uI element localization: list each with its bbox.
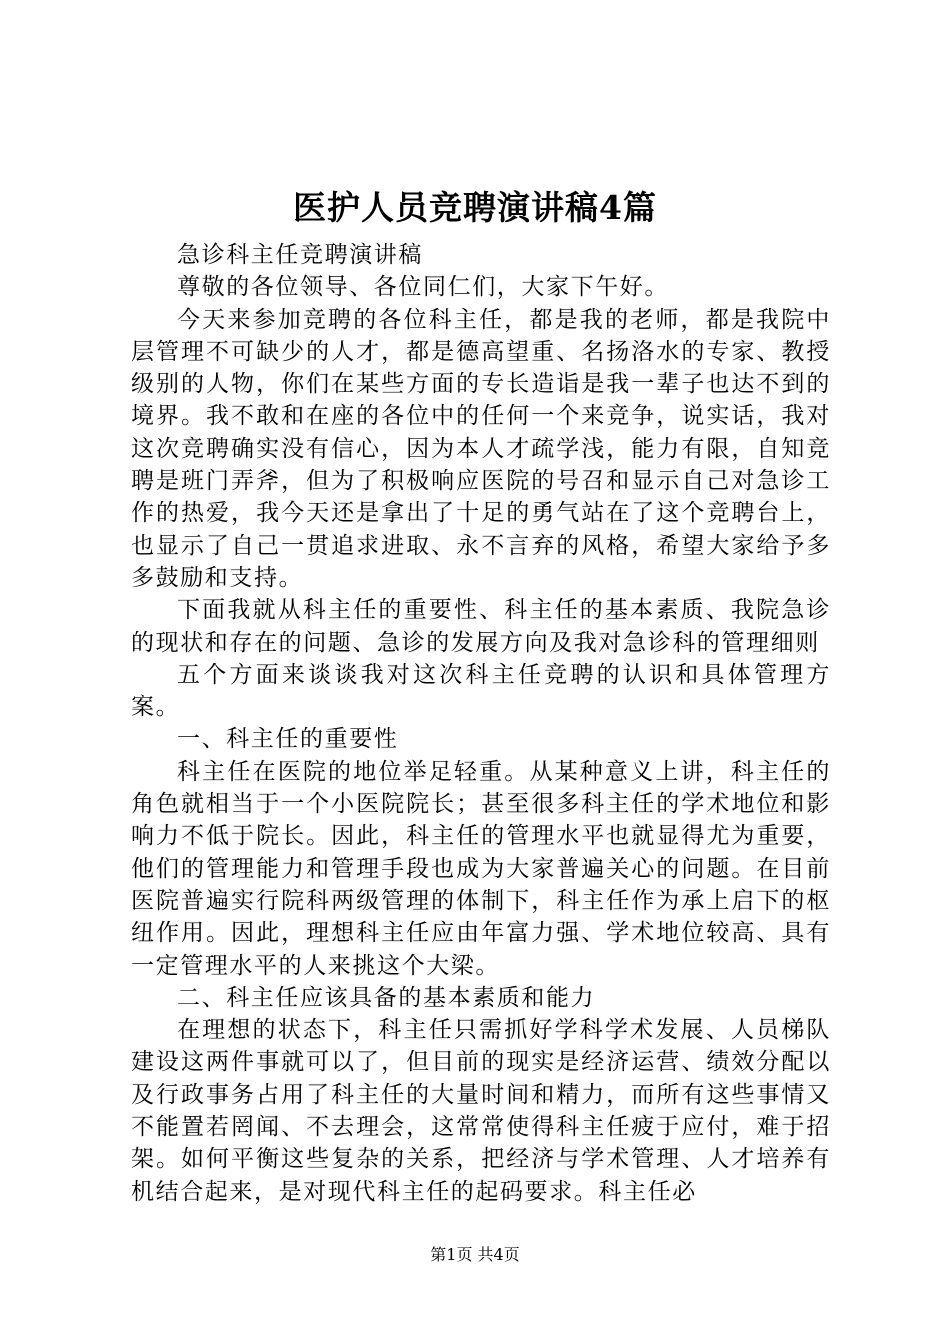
body-paragraph: 今天来参加竞聘的各位科主任，都是我的老师，都是我院中层管理不可缺少的人才，都是德高望重、名扬洛水的专家、教授级别的人物，你们在某些方面的专长造诣是我一辈子也达不到的境界。我不敢和在座的各位中的任何一个来竞争，说实话，我对这次竞聘确实没有信心，因为本人才疏学浅，能力有限，自知竞聘是班门弄斧，但为了积极响应医院的号召和显示自己对急诊工作的热爱，我今天还是拿出了十足的勇气站在了这个竞聘台上，也显示了自己一贯追求进取、永不言弃的风格，希望大家给予多多鼓励和支持。 [131, 306, 831, 591]
section-heading: 二、科主任应该具备的基本素质和能力 [177, 984, 596, 1011]
section-heading: 一、科主任的重要性 [177, 726, 399, 753]
body-paragraph: 五个方面来谈谈我对这次科主任竞聘的认识和具体管理方案。 [131, 661, 831, 721]
body-paragraph: 在理想的状态下，科主任只需抓好学科学术发展、人员梯队建设这两件事就可以了，但目前的现实是经济运营、绩效分配以及行政事务占用了科主任的大量时间和精力，而所有这些事情又不能置若罔闻、不去理会，这常常使得科主任疲于应付，难于招架。如何平衡这些复杂的关系，把经济与学术管理、人才培养有机结合起来，是对现代科主任的起码要求。科主任必 [131, 1017, 831, 1205]
body-paragraph: 科主任在医院的地位举足轻重。从某种意义上讲，科主任的角色就相当于一个小医院院长；甚至很多科主任的学术地位和影响力不低于院长。因此，科主任的管理水平也就显得尤为重要，他们的管理能力和管理手段也成为大家普遍关心的问题。在目前医院普遍实行院科两级管理的体制下，科主任作为承上启下的枢纽作用。因此，理想科主任应由年富力强、学术地位较高、具有一定管理水平的人来挑这个大梁。 [131, 758, 831, 979]
section-heading-article: 急诊科主任竞聘演讲稿 [177, 242, 423, 268]
document-body [131, 239, 831, 1208]
document-title: 医护人员竞聘演讲稿4篇 [293, 188, 657, 227]
page-footer: 第1页 共4页 [430, 1245, 520, 1264]
greeting-paragraph: 尊敬的各位领导、各位同仁们，大家下午好。 [177, 274, 669, 301]
body-paragraph: 下面我就从科主任的重要性、科主任的基本素质、我院急诊的现状和存在的问题、急诊的发展方向及我对急诊科的管理细则 [131, 597, 831, 656]
